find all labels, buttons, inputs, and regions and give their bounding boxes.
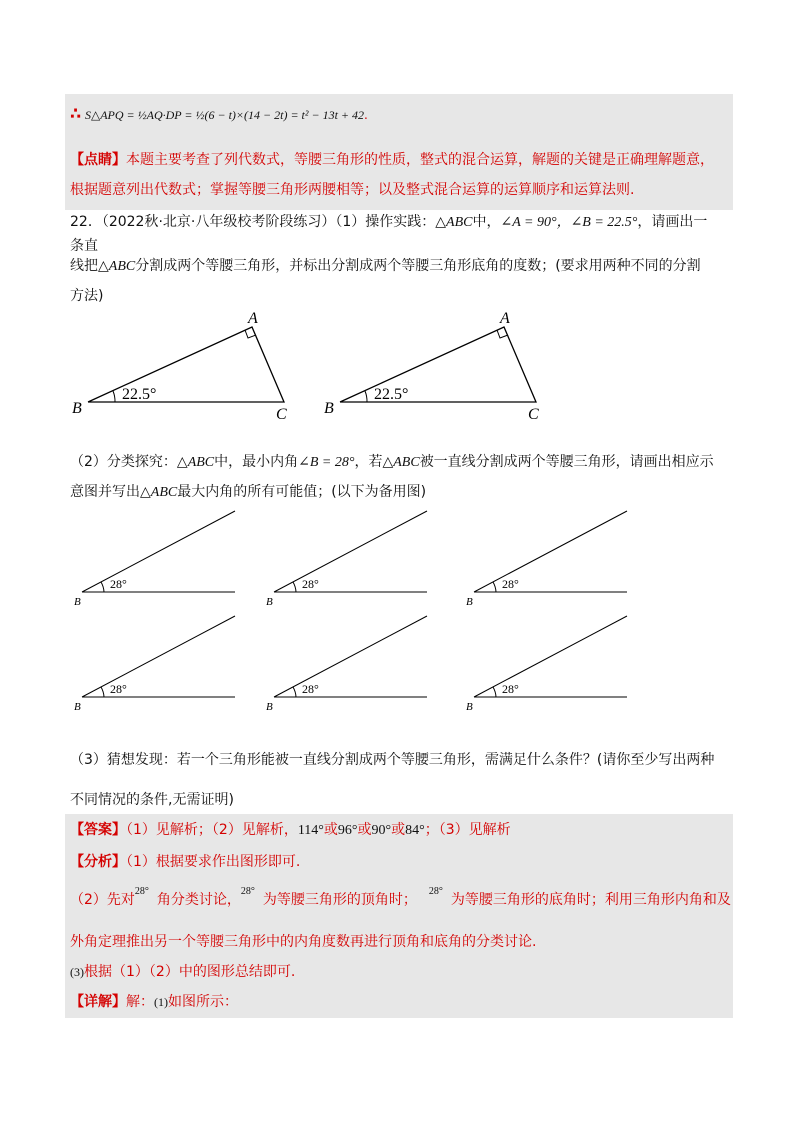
part2-line2-triangle: △ABC	[140, 485, 178, 500]
angle-label-left: 22.5°	[122, 386, 157, 403]
vertex-label-6: B	[466, 701, 473, 713]
part3-line-2	[70, 790, 234, 810]
triangle-left	[72, 310, 287, 423]
answer-text-1: （1）见解析；（2）见解析，	[126, 822, 298, 838]
answer-block	[65, 814, 733, 1018]
analysis-line-1	[70, 852, 300, 872]
angle-label-5: 28°	[302, 682, 319, 696]
question-line-4	[70, 286, 103, 306]
part1-line3-a: 线把	[70, 258, 98, 274]
angle-figure-5	[266, 616, 427, 713]
angle-figure-4	[74, 616, 235, 713]
answer-or-1: 或	[323, 822, 338, 838]
angle-figure-3	[466, 511, 627, 608]
question-line-2	[70, 236, 98, 256]
part1-line3-b: 分割成两个等腰三角形，并标出分割成两个等腰三角形底角的度数；	[135, 258, 556, 274]
analysis2-d: 为等腰三角形的底角时；利用三角形内角和及	[450, 892, 731, 908]
part1-text-c: ，请画出一	[637, 214, 708, 230]
angle-label-6: 28°	[502, 682, 519, 696]
formula-end: .	[364, 108, 368, 122]
analysis-line-2	[70, 886, 731, 912]
answer-or-2: 或	[357, 822, 372, 838]
part1-triangle: △ABC	[435, 215, 473, 230]
part1-label: （1）操作实践：	[335, 214, 436, 230]
comment-text-1: 本题主要考查了列代数式，等腰三角形的性质，整式的混合运算，解题的关键是正确理解题意，	[126, 152, 714, 168]
label-b-left: B	[72, 400, 82, 417]
comment-line-2	[70, 180, 634, 200]
analysis-text-3: 外角定理推出另一个等腰三角形中的内角度数再进行顶角和底角的分类讨论.	[70, 934, 537, 950]
label-c-left: C	[276, 406, 287, 423]
angle-label-1: 28°	[110, 577, 127, 591]
answer-value-4: 84°	[405, 823, 425, 838]
area-formula: S△APQ = ½AQ·DP = ½(6 − t)×(14 − 2t) = t² − 13t + 42	[84, 108, 364, 122]
vertex-label-5: B	[266, 701, 273, 713]
detail-text-b: 如图所示：	[168, 994, 238, 1010]
question-source: （2022秋·北京·八年级校考阶段练习）	[101, 214, 336, 230]
detail-text-a: 解：	[126, 994, 154, 1010]
comment-line-1	[70, 150, 714, 170]
analysis4-number: (3)	[70, 965, 84, 979]
angle-label-right: 22.5°	[374, 386, 409, 403]
detail-number: (1)	[154, 995, 168, 1009]
triangle-figures	[60, 305, 560, 425]
part1-angles: ∠A = 90°，∠B = 22.5°	[500, 215, 638, 230]
part2-text-b: 中，最小内角	[214, 454, 299, 470]
answer-value-2: 96°	[337, 823, 358, 838]
part2-triangle: △ABC	[176, 455, 215, 470]
answer-or-3: 或	[391, 822, 406, 838]
label-b-right: B	[324, 400, 334, 417]
analysis-line-4	[70, 962, 295, 982]
analysis2-a: （2）先对	[70, 892, 135, 908]
angle-28-a: 28°	[134, 886, 149, 897]
detail-label: 【详解】	[70, 994, 126, 1010]
angle-figure-2	[266, 511, 427, 608]
angle-28-c: 28°	[428, 886, 443, 897]
part2-line-2	[70, 482, 426, 503]
angle-figure-1	[74, 511, 235, 608]
part3-line2: 不同情况的条件,无需证明)	[70, 792, 234, 808]
part3-text-b: (请你至少写出两种	[596, 752, 715, 768]
detail-line	[70, 992, 238, 1012]
analysis2-c: 为等腰三角形的顶角时；	[262, 892, 417, 908]
part1-line2: 条直	[70, 238, 98, 254]
therefore-symbol: ∴	[70, 104, 82, 123]
vertex-label-2: B	[266, 596, 273, 608]
analysis-label: 【分析】	[70, 854, 126, 870]
analysis-text-1: （1）根据要求作出图形即可.	[126, 854, 301, 870]
answer-value-1: 114°	[297, 823, 324, 838]
vertex-label-1: B	[74, 596, 81, 608]
angle-28-b: 28°	[240, 886, 255, 897]
vertex-label-4: B	[74, 701, 81, 713]
part2-angle: ∠B = 28°	[298, 455, 355, 470]
analysis2-b: 角分类讨论，	[156, 892, 241, 908]
part2-line2-b: 最大内角的所有可能值；(以下为备用图)	[177, 484, 427, 500]
part3-text-a: （3）猜想发现：若一个三角形能被一直线分割成两个等腰三角形，需满足什么条件？	[70, 752, 597, 768]
angle-label-2: 28°	[302, 577, 319, 591]
question-line-3	[70, 256, 701, 277]
question-number: 22．	[70, 214, 102, 230]
part3-line-1	[70, 750, 714, 770]
answer-label: 【答案】	[70, 822, 126, 838]
spare-angle-figures	[60, 505, 650, 720]
comment-text-2: 根据题意列出代数式；掌握等腰三角形两腰相等；以及整式混合运算的运算顺序和运算法则.	[70, 182, 635, 198]
label-a-left: A	[248, 310, 258, 327]
part1-line4: 方法)	[70, 288, 104, 304]
vertex-label-3: B	[466, 596, 473, 608]
question-line-1	[70, 212, 707, 233]
analysis-text-4: 根据（1）（2）中的图形总结即可.	[84, 964, 296, 980]
formula-line	[70, 104, 368, 125]
part2-line2-a: 意图并写出	[70, 484, 140, 500]
part1-text-b: 中，	[472, 214, 501, 230]
comment-label: 【点睛】	[70, 152, 126, 168]
angle-figure-6	[466, 616, 627, 713]
part2-line-1	[70, 452, 714, 473]
label-c-right: C	[528, 406, 539, 423]
part2-text-d: 被一直线分割成两个等腰三角形，请画出相应示	[419, 454, 714, 470]
part1-line3-triangle: △ABC	[98, 259, 136, 274]
answer-value-3: 90°	[371, 823, 392, 838]
answer-text-2: ；（3）见解析	[424, 822, 511, 838]
angle-label-4: 28°	[110, 682, 127, 696]
part1-line3-c: (要求用两种不同的分割	[555, 258, 701, 274]
analysis-line-3	[70, 932, 536, 952]
label-a-right: A	[500, 310, 510, 327]
triangle-right	[324, 310, 539, 423]
part2-text-c: ，若	[354, 454, 383, 470]
part2-label: （2）分类探究：	[70, 454, 177, 470]
answer-line	[70, 820, 511, 841]
part2-triangle-2: △ABC	[382, 455, 420, 470]
angle-label-3: 28°	[502, 577, 519, 591]
